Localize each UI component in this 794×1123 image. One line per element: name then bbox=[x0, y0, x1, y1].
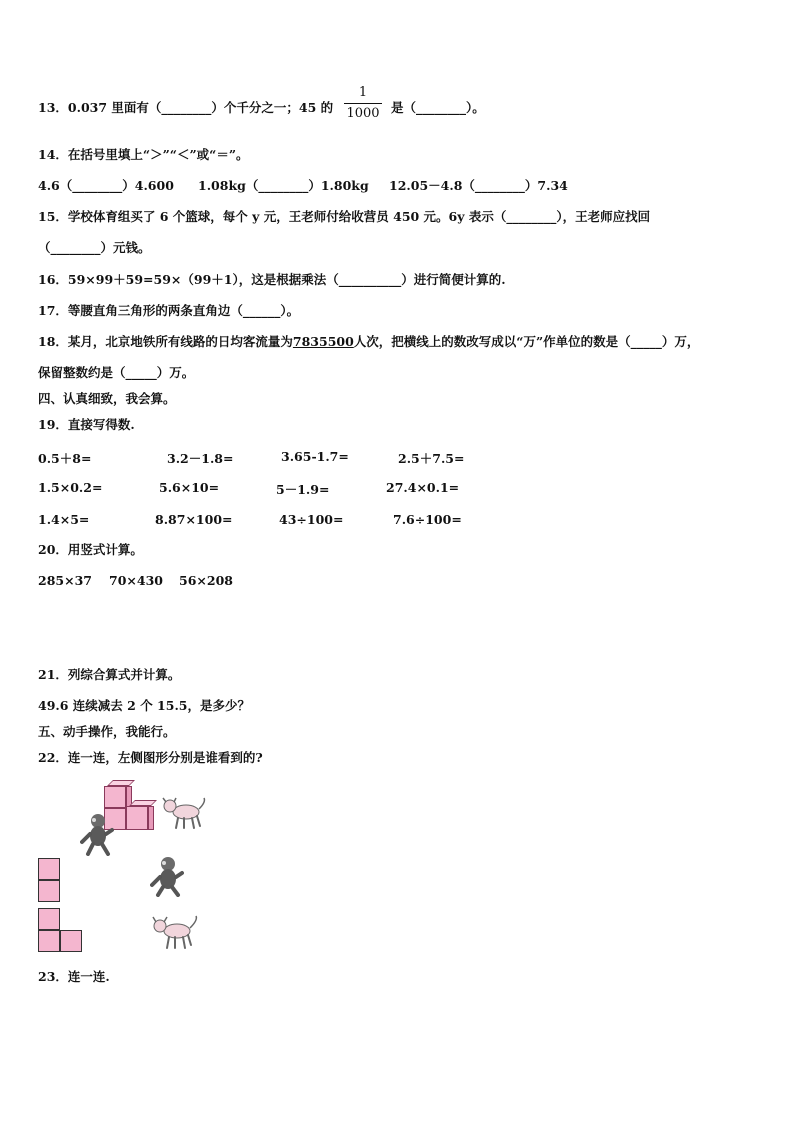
q19-cell: 8.87×100= bbox=[155, 512, 233, 527]
section-4-heading: 四、认真细致，我会算。 bbox=[38, 391, 176, 406]
q20-title: 20．用竖式计算。 bbox=[38, 542, 143, 557]
q15-line-1: 15．学校体育组买了 6 个篮球，每个 y 元，王老师付给收营员 450 元。6y 表示（________），王老师应找回 bbox=[38, 209, 651, 224]
q19-cell: 5－1.9= bbox=[276, 482, 330, 497]
q16-text: 16．59×99＋59=59×（99＋1），这是根据乘法（__________）进行简便计算的. bbox=[38, 272, 506, 287]
q20-item: 285×37 bbox=[38, 573, 92, 588]
q19-cell: 27.4×0.1= bbox=[386, 480, 460, 495]
q22-title: 22．连一连，左侧图形分别是谁看到的? bbox=[38, 750, 263, 765]
q21-text: 49.6 连续减去 2 个 15.5，是多少？ bbox=[38, 698, 250, 713]
q14-item-2: 1.08kg（________）1.80kg bbox=[198, 178, 369, 193]
fraction-numerator: 1 bbox=[358, 85, 368, 100]
q19-cell: 3.2－1.8= bbox=[167, 451, 234, 466]
q20-item: 56×208 bbox=[179, 573, 233, 588]
q17-text: 17．等腰直角三角形的两条直角边（______）。 bbox=[38, 303, 300, 318]
q14-title: 14．在括号里填上“＞”“＜”或“＝”。 bbox=[38, 147, 249, 162]
q18-line-1 bbox=[38, 334, 699, 350]
monkey-icon bbox=[150, 855, 184, 897]
q14-item-3: 12.05－4.8（________）7.34 bbox=[389, 178, 568, 193]
section-5-heading: 五、动手操作，我能行。 bbox=[38, 724, 176, 739]
dog-icon bbox=[150, 914, 200, 950]
q23-title: 23．连一连. bbox=[38, 969, 110, 984]
q13-text-a: 13．0.037 里面有（________）个千分之一；45 的 bbox=[38, 100, 334, 115]
fraction-one-thousandth bbox=[344, 84, 382, 123]
q18-text-b: 人次，把横线上的数改写成以“万”作单位的数是（_____）万， bbox=[353, 334, 700, 349]
q19-cell: 3.65-1.7= bbox=[281, 449, 349, 464]
view-shape-vertical bbox=[38, 858, 60, 902]
q13-text-b: 是（________）。 bbox=[391, 100, 485, 115]
q19-cell: 1.4×5= bbox=[38, 512, 90, 527]
view-shape-l bbox=[38, 908, 82, 952]
q19-cell: 7.6÷100= bbox=[393, 512, 462, 527]
q18-number: 7835500 bbox=[292, 334, 354, 349]
fraction-denominator: 1000 bbox=[346, 106, 380, 121]
q18-line-2: 保留整数约是（_____）万。 bbox=[38, 365, 195, 380]
q15-line-2: （________）元钱。 bbox=[38, 240, 151, 255]
q19-cell: 1.5×0.2= bbox=[38, 480, 103, 495]
q19-cell: 0.5＋8= bbox=[38, 451, 92, 466]
dog-icon bbox=[160, 796, 208, 830]
q20-item: 70×430 bbox=[109, 573, 163, 588]
q19-title: 19．直接写得数. bbox=[38, 417, 135, 432]
q19-cell: 2.5＋7.5= bbox=[398, 451, 465, 466]
q19-cell: 5.6×10= bbox=[159, 480, 220, 495]
q14-item-1: 4.6（________）4.600 bbox=[38, 178, 174, 193]
monkey-icon bbox=[80, 812, 114, 856]
q18-text-a: 18．某月，北京地铁所有线路的日均客流量为 bbox=[38, 334, 293, 349]
q19-cell: 43÷100= bbox=[279, 512, 344, 527]
q21-title: 21．列综合算式并计算。 bbox=[38, 667, 181, 682]
